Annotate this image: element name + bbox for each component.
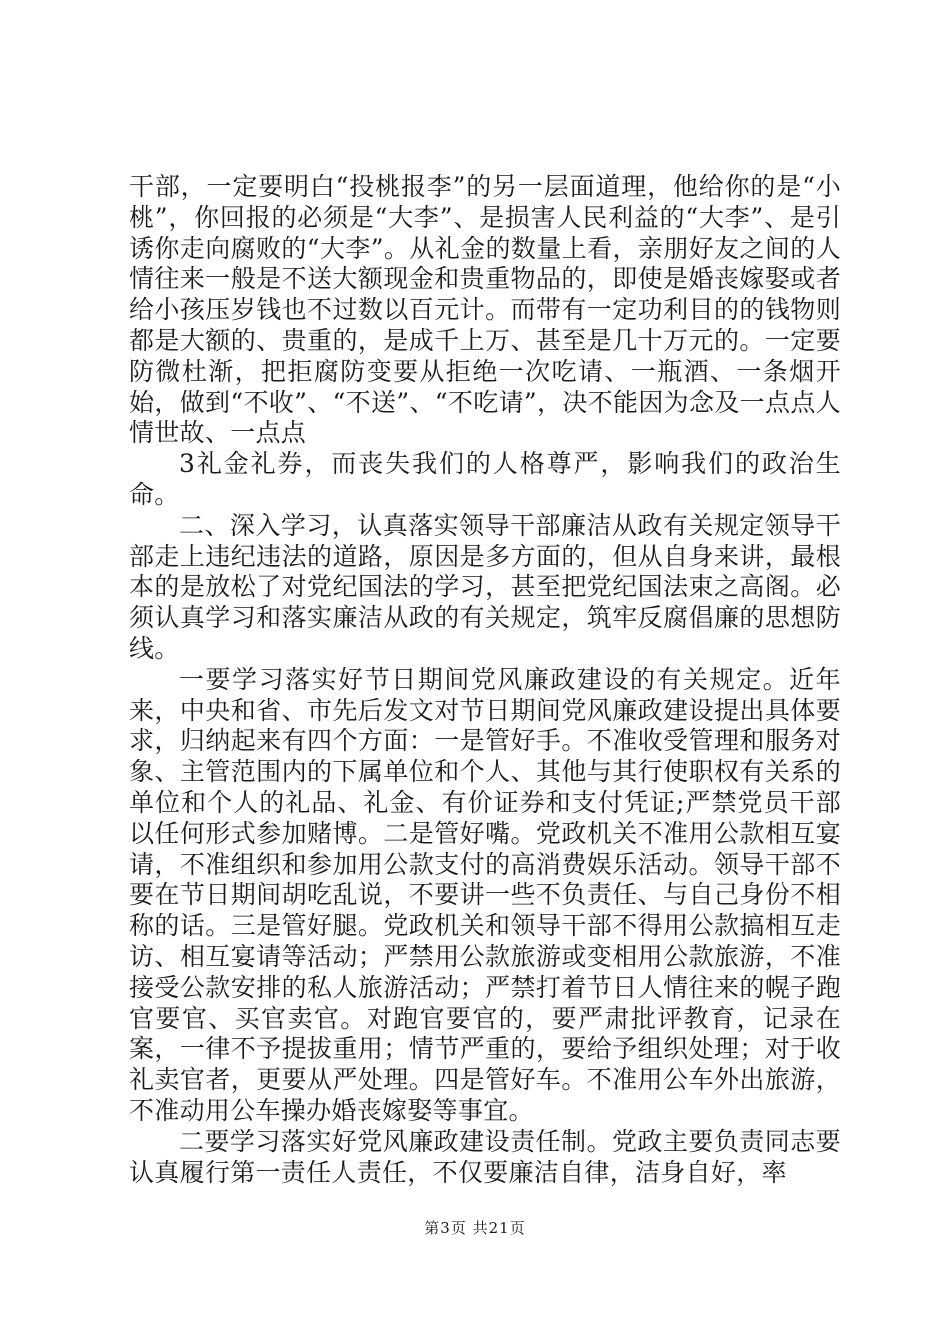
- paragraph-4: 一要学习落实好节日期间党风廉政建设的有关规定。近年来，中央和省、市先后发文对节日期间党风廉政建设提出具体要求，归纳起来有四个方面：一是管好手。不准收受管理和服务对象、主管范围内的下属单位和个人、其他与其行使职权有关系的单位和个人的礼品、礼金、有价证券和支付凭证;严禁党员干部以任何形式参加赌博。二是管好嘴。党政机关不准用公款相互宴请，不准组织和参加用公款支付的高消费娱乐活动。领导干部不要在节日期间胡吃乱说，不要讲一些不负责任、与自己身份不相称的话。三是管好腿。党政机关和领导干部不得用公款搞相互走访、相互宴请等活动；严禁用公款旅游或变相用公款旅游，不准接受公款安排的私人旅游活动；严禁打着节日人情往来的幌子跑官要官、买官卖官。对跑官要官的，要严肃批评教育，记录在案，一律不予提拔重用；情节严重的，要给予组织处理；对于收礼卖官者，更要从严处理。四是管好车。不准用公车外出旅游，不准动用公车操办婚丧嫁娶等事宜。: [129, 664, 841, 1125]
- paragraph-3: 二、深入学习，认真落实领导干部廉洁从政有关规定领导干部走上违纪违法的道路，原因是多方面的，但从自身来讲，最根本的是放松了对党纪国法的学习，甚至把党纪国法束之高阁。必须认真学习和落实廉洁从政的有关规定，筑牢反腐倡廉的思想防线。: [129, 510, 841, 663]
- document-body: [129, 172, 841, 1188]
- paragraph-5: 二要学习落实好党风廉政建设责任制。党政主要负责同志要认真履行第一责任人责任，不仅要廉洁自律，洁身自好，率: [129, 1126, 841, 1187]
- page-number-footer: 第3页 共21页: [424, 1219, 526, 1237]
- paragraph-1: 干部，一定要明白“投桃报李”的另一层面道理，他给你的是“小桃”，你回报的必须是“大李”、是损害人民利益的“大李”、是引诱你走向腐败的“大李”。从礼金的数量上看，亲朋好友之间的人情往来一般是不送大额现金和贵重物品的，即使是婚丧嫁娶或者给小孩压岁钱也不过数以百元计。而带有一定功利目的的钱物则都是大额的、贵重的，是成千上万、甚至是几十万元的。一定要防微杜渐，把拒腐防变要从拒绝一次吃请、一瓶酒、一条烟开始，做到“不收”、“不送”、“不吃请”，决不能因为念及一点点人情世故、一点点: [129, 172, 841, 448]
- paragraph-2: 3礼金礼券，而丧失我们的人格尊严，影响我们的政治生命。: [129, 449, 841, 509]
